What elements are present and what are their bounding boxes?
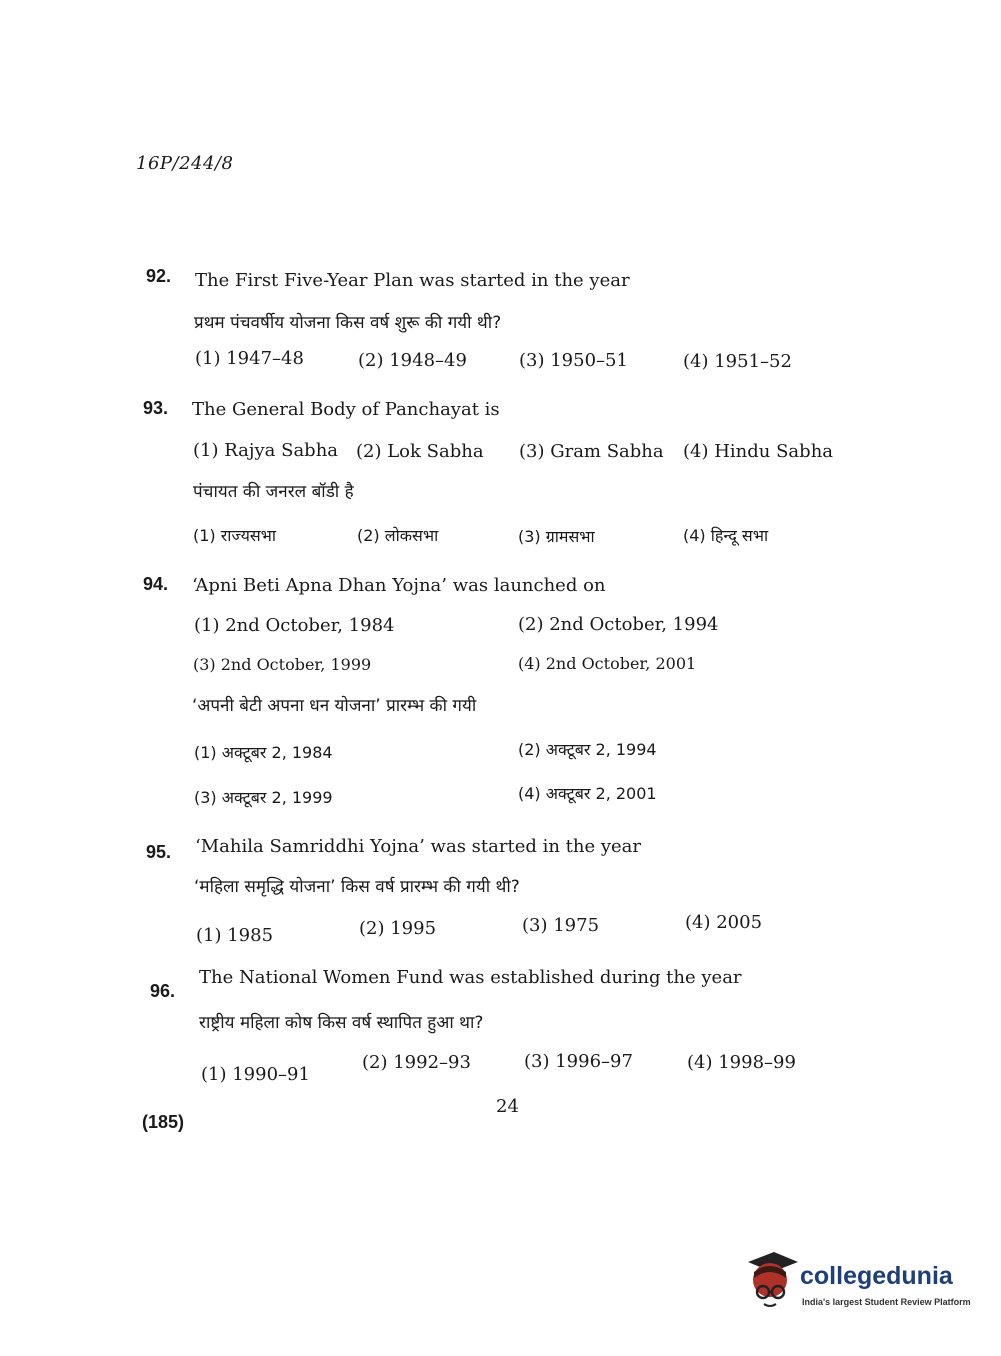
option: (4) 1998–99: [687, 1052, 796, 1073]
option: (2) 2nd October, 1994: [518, 614, 719, 635]
option: (3) 1950–51: [519, 350, 628, 371]
option: (2) 1948–49: [358, 350, 467, 371]
paper-code: 16P/244/8: [136, 153, 234, 174]
option-hindi: (1) राज्यसभा: [193, 526, 277, 545]
collegedunia-logo: [742, 1248, 972, 1318]
option-hindi: (2) लोकसभा: [357, 526, 439, 545]
question-text: The General Body of Panchayat is: [192, 399, 500, 420]
option-hindi: (3) ग्रामसभा: [518, 527, 595, 546]
option: (2) 1995: [359, 918, 437, 939]
option-hindi: (3) अक्टूबर 2, 1999: [194, 788, 333, 807]
question-text-hindi: प्रथम पंचवर्षीय योजना किस वर्ष शुरू की गयी थी?: [194, 313, 502, 333]
option: (4) Hindu Sabha: [683, 441, 834, 462]
option: (1) 1985: [196, 925, 274, 946]
page-number: 24: [496, 1096, 519, 1117]
option: (1) 1990–91: [201, 1064, 310, 1085]
option-hindi: (4) हिन्दू सभा: [683, 526, 769, 545]
option: (1) 1947–48: [195, 348, 304, 369]
option: (1) Rajya Sabha: [193, 440, 339, 461]
question-number: 93.: [143, 398, 169, 418]
option: (1) 2nd October, 1984: [194, 615, 395, 636]
question-number: 96.: [150, 981, 176, 1001]
logo-wordmark: collegedunia: [800, 1262, 953, 1290]
logo-tagline: India's largest Student Review Platform: [802, 1297, 971, 1307]
question-text-hindi: ‘अपनी बेटी अपना धन योजना’ प्रारम्भ की गयी: [192, 696, 477, 716]
option: (4) 2005: [685, 912, 763, 933]
question-text-hindi: राष्ट्रीय महिला कोष किस वर्ष स्थापित हुआ था?: [199, 1013, 484, 1033]
footer-code: (185): [142, 1112, 185, 1132]
option: (3) 2nd October, 1999: [193, 655, 372, 674]
question-text-hindi: पंचायत की जनरल बॉडी है: [193, 482, 354, 502]
question-number: 94.: [143, 574, 169, 594]
option-hindi: (2) अक्टूबर 2, 1994: [518, 740, 657, 759]
question-text: ‘Mahila Samriddhi Yojna’ was started in the year: [195, 836, 642, 857]
mascot-icon: [742, 1250, 800, 1314]
option: (2) Lok Sabha: [356, 441, 484, 462]
question-text: ‘Apni Beti Apna Dhan Yojna’ was launched on: [192, 575, 606, 596]
option: (4) 1951–52: [683, 351, 792, 372]
question-text: The National Women Fund was established during the year: [199, 967, 742, 988]
option-hindi: (4) अक्टूबर 2, 2001: [518, 784, 657, 803]
option: (3) 1975: [522, 915, 600, 936]
option: (3) 1996–97: [524, 1051, 633, 1072]
question-text: The First Five-Year Plan was started in the year: [195, 270, 630, 291]
option-hindi: (1) अक्टूबर 2, 1984: [194, 743, 333, 762]
option: (3) Gram Sabha: [519, 441, 664, 462]
question-number: 95.: [146, 842, 172, 862]
question-number: 92.: [146, 266, 172, 286]
option: (2) 1992–93: [362, 1052, 471, 1073]
option: (4) 2nd October, 2001: [518, 654, 697, 673]
question-text-hindi: ‘महिला समृद्धि योजना’ किस वर्ष प्रारम्भ की गयी थी?: [194, 877, 520, 897]
